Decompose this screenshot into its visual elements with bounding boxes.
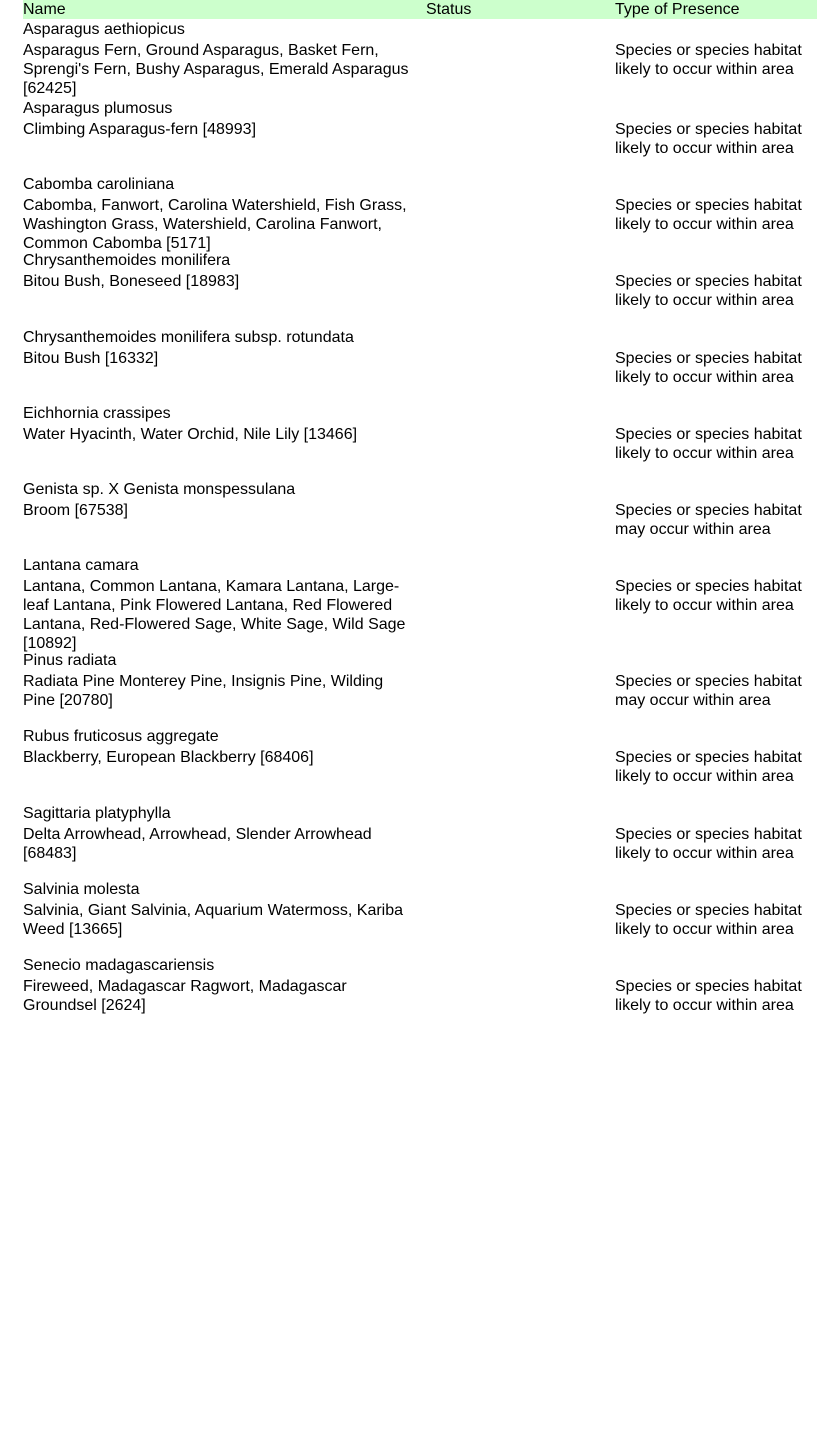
species-table [23,0,817,1031]
scientific-name: Chrysanthemoides monilifera [23,252,231,269]
table-row [23,98,817,174]
scientific-name: Asparagus aethiopicus [23,21,185,38]
header-type-of-presence: Type of Presence [615,1,740,18]
type-of-presence: Species or species habitat may occur within area [615,673,802,709]
type-of-presence: Species or species habitat likely to occur within area [615,749,802,785]
type-of-presence: Species or species habitat likely to occur within area [615,273,802,309]
table-row [23,726,817,803]
type-of-presence: Species or species habitat likely to occur within area [615,42,802,78]
table-row [23,174,817,250]
common-names: Fireweed, Madagascar Ragwort, Madagascar Groundsel [2624] [23,978,347,1014]
common-names: Asparagus Fern, Ground Asparagus, Basket Fern, Sprengi's Fern, Bushy Asparagus, Emerald Asparagus [62425] [23,42,409,97]
scientific-name: Senecio madagascariensis [23,957,215,974]
type-of-presence: Species or species habitat likely to occur within area [615,578,802,614]
common-names: Radiata Pine Monterey Pine, Insignis Pine, Wilding Pine [20780] [23,673,384,709]
type-of-presence: Species or species habitat likely to occur within area [615,121,802,157]
table-row [23,555,817,650]
type-of-presence: Species or species habitat likely to occur within area [615,350,802,386]
scientific-name: Rubus fruticosus aggregate [23,728,219,745]
table-row [23,403,817,479]
table-header [23,0,817,19]
common-names: Delta Arrowhead, Arrowhead, Slender Arrowhead [68483] [23,826,372,862]
scientific-name: Eichhornia crassipes [23,405,171,422]
type-of-presence: Species or species habitat likely to occur within area [615,902,802,938]
scientific-name: Lantana camara [23,557,139,574]
type-of-presence: Species or species habitat likely to occur within area [615,426,802,462]
table-row [23,955,817,1031]
common-names: Lantana, Common Lantana, Kamara Lantana, Large-leaf Lantana, Pink Flowered Lantana, Red Flowered Lantana, Red-Flowered Sage, White Sage, Wild Sage [10892] [23,578,406,652]
common-names: Cabomba, Fanwort, Carolina Watershield, Fish Grass, Washington Grass, Watershield, Carolina Fanwort, Common Cabomba [5171] [23,197,407,252]
header-status: Status [426,1,472,18]
common-names: Bitou Bush [16332] [23,350,159,367]
table-row [23,479,817,555]
header-name: Name [23,1,66,18]
table-row [23,327,817,403]
scientific-name: Asparagus plumosus [23,100,173,117]
common-names: Climbing Asparagus-fern [48993] [23,121,257,138]
scientific-name: Sagittaria platyphylla [23,805,171,822]
table-row [23,803,817,879]
table-row [23,650,817,726]
common-names: Bitou Bush, Boneseed [18983] [23,273,240,290]
common-names: Blackberry, European Blackberry [68406] [23,749,314,766]
table-row [23,250,817,327]
common-names: Broom [67538] [23,502,128,519]
type-of-presence: Species or species habitat likely to occur within area [615,978,802,1014]
type-of-presence: Species or species habitat likely to occur within area [615,197,802,233]
common-names: Salvinia, Giant Salvinia, Aquarium Watermoss, Kariba Weed [13665] [23,902,404,938]
scientific-name: Genista sp. X Genista monspessulana [23,481,296,498]
table-row [23,19,817,98]
scientific-name: Cabomba caroliniana [23,176,175,193]
common-names: Water Hyacinth, Water Orchid, Nile Lily [13466] [23,426,358,443]
type-of-presence: Species or species habitat likely to occur within area [615,826,802,862]
scientific-name: Pinus radiata [23,652,117,669]
scientific-name: Chrysanthemoides monilifera subsp. rotundata [23,329,354,346]
scientific-name: Salvinia molesta [23,881,140,898]
table-row [23,879,817,955]
type-of-presence: Species or species habitat may occur within area [615,502,802,538]
